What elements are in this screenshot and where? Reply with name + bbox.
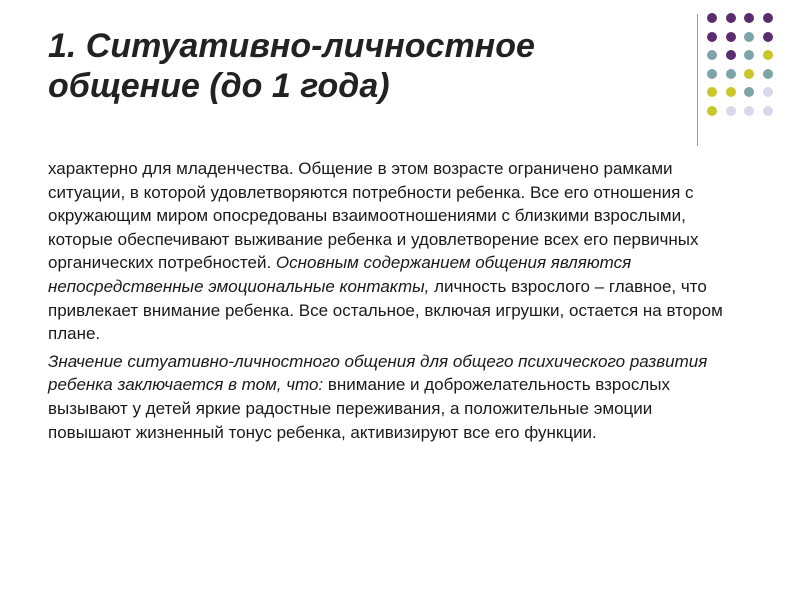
decor-dot-lime [726, 87, 736, 97]
paragraph-2 [48, 350, 734, 444]
decor-dot-lime [707, 106, 717, 116]
decor-dot-lavender [763, 106, 773, 116]
decorative-vertical-line [697, 14, 698, 146]
slide-title: 1. Ситуативно-личностное общение (до 1 года) [48, 27, 535, 105]
decor-dot-teal [744, 50, 754, 60]
paragraph-1-text-b: личность взрослого – главное, что привлекает внимание ребенка. Все остальное, включая игрушки, остается на втором плане. [48, 276, 723, 344]
decor-dot-purple [744, 13, 754, 23]
decor-dot-teal [707, 69, 717, 79]
decor-dot-teal [726, 69, 736, 79]
decor-dot-purple [726, 50, 736, 60]
decor-dot-teal [763, 69, 773, 79]
paragraph-2-italic: Значение ситуативно-личностного общения для общего психического развития ребенка заключается в том, что: [48, 351, 708, 395]
decor-dot-purple [707, 13, 717, 23]
decor-dot-purple [726, 32, 736, 42]
decor-dot-lavender [726, 106, 736, 116]
decor-dot-teal [744, 32, 754, 42]
decor-dot-teal [744, 87, 754, 97]
decorative-dot-grid [707, 13, 771, 129]
slide-body [48, 157, 734, 444]
decor-dot-lime [744, 69, 754, 79]
decor-dot-purple [763, 13, 773, 23]
decor-dot-lime [707, 87, 717, 97]
decor-dot-purple [763, 32, 773, 42]
paragraph-1 [48, 157, 734, 346]
paragraph-2-text: внимание и доброжелательность взрослых вызывают у детей яркие радостные переживания, а положительные эмоции повышают жизненный тонус ребенка, активизируют все его функции. [48, 375, 670, 442]
paragraph-1-text-a: характерно для младенчества. Общение в этом возрасте ограничено рамками ситуации, в которой удовлетворяются потребности ребенка. Все его отношения с окружающим миром опосредованы взаимоотношениями с близкими взрослыми, которые обеспечивают выживание ребенка и удовлетворение всех его первичных органических потребностей. [48, 159, 699, 273]
decor-dot-lime [763, 50, 773, 60]
decor-dot-lavender [744, 106, 754, 116]
decor-dot-purple [726, 13, 736, 23]
decor-dot-lavender [763, 87, 773, 97]
decor-dot-purple [707, 32, 717, 42]
paragraph-1-italic: Основным содержанием общения являются непосредственные эмоциональные контакты, [48, 253, 632, 296]
decor-dot-teal [707, 50, 717, 60]
